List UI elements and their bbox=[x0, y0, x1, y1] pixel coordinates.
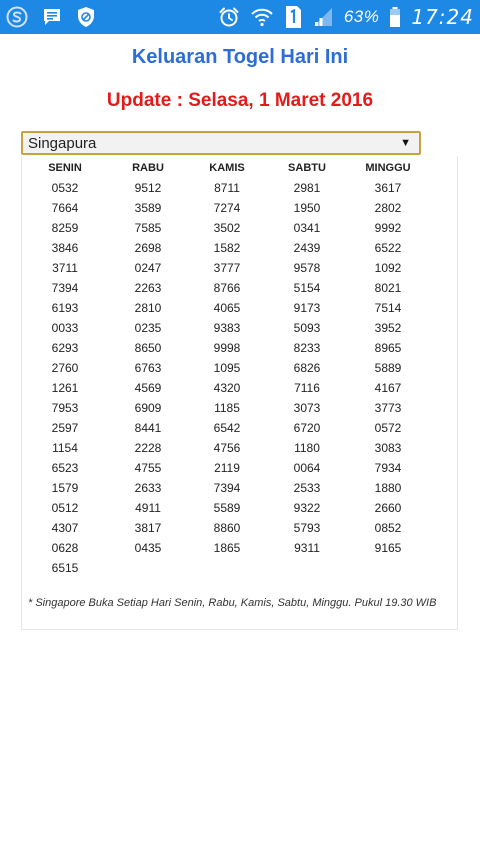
signal-icon bbox=[312, 6, 334, 28]
update-date: Update : Selasa, 1 Maret 2016 bbox=[106, 90, 374, 111]
table-row bbox=[22, 458, 459, 478]
battery-icon bbox=[389, 6, 401, 28]
sim-1-icon bbox=[284, 5, 302, 29]
table-cell: 0532 bbox=[51, 181, 79, 195]
clock-time: 17:24 bbox=[411, 5, 474, 29]
table-cell: 0341 bbox=[293, 221, 321, 235]
table-cell: 6515 bbox=[51, 561, 79, 575]
table-cell: 5889 bbox=[374, 361, 402, 375]
table-cell: 1095 bbox=[213, 361, 241, 375]
table-header-row bbox=[22, 158, 459, 178]
table-cell: 6523 bbox=[51, 461, 79, 475]
table-cell: 7394 bbox=[51, 281, 79, 295]
table-cell: 8766 bbox=[213, 281, 241, 295]
table-cell: 7274 bbox=[213, 201, 241, 215]
table-row bbox=[22, 338, 459, 358]
table-cell: 1092 bbox=[374, 261, 402, 275]
table-cell: 6909 bbox=[134, 401, 162, 415]
status-bar bbox=[0, 0, 480, 34]
table-cell: 6193 bbox=[51, 301, 79, 315]
table-cell: 2597 bbox=[51, 421, 79, 435]
table-cell: 4911 bbox=[135, 501, 161, 515]
battery-percent: 63% bbox=[343, 7, 380, 26]
table-cell: 2981 bbox=[293, 181, 321, 195]
table-cell: 6826 bbox=[293, 361, 321, 375]
table-cell: 2633 bbox=[134, 481, 162, 495]
table-cell: 0064 bbox=[293, 461, 321, 475]
table-cell: 3617 bbox=[374, 181, 402, 195]
table-cell: 2760 bbox=[51, 361, 79, 375]
table-cell: 9992 bbox=[374, 221, 402, 235]
table-cell: 3711 bbox=[52, 261, 78, 275]
table-cell: 2263 bbox=[134, 281, 162, 295]
results-card bbox=[21, 156, 458, 630]
column-header-minggu: MINGGU bbox=[365, 162, 411, 174]
table-cell: 2660 bbox=[374, 501, 402, 515]
table-cell: 9578 bbox=[293, 261, 321, 275]
table-row bbox=[22, 558, 459, 578]
table-cell: 2698 bbox=[134, 241, 162, 255]
table-cell: 3846 bbox=[51, 241, 79, 255]
table-cell: 0435 bbox=[134, 541, 162, 555]
table-row bbox=[22, 538, 459, 558]
table-cell: 5093 bbox=[293, 321, 321, 335]
column-header-senin: SENIN bbox=[48, 162, 82, 174]
table-cell: 3952 bbox=[374, 321, 402, 335]
table-cell: 9512 bbox=[134, 181, 162, 195]
table-cell: 3073 bbox=[293, 401, 321, 415]
table-row bbox=[22, 478, 459, 498]
table-cell: 9173 bbox=[293, 301, 321, 315]
table-cell: 3777 bbox=[213, 261, 241, 275]
table-cell: 6522 bbox=[374, 241, 402, 255]
table-cell: 6542 bbox=[213, 421, 241, 435]
table-cell: 0512 bbox=[51, 501, 79, 515]
table-row bbox=[22, 298, 459, 318]
table-cell: 0572 bbox=[374, 421, 402, 435]
column-header-sabtu: SABTU bbox=[288, 162, 326, 174]
dropdown-arrow-icon: ▼ bbox=[400, 137, 411, 149]
market-select[interactable] bbox=[21, 131, 421, 155]
results-table bbox=[22, 158, 459, 578]
table-cell: 1582 bbox=[213, 241, 241, 255]
table-cell: 2533 bbox=[293, 481, 321, 495]
table-cell: 4307 bbox=[51, 521, 79, 535]
table-cell: 8965 bbox=[374, 341, 402, 355]
table-row bbox=[22, 278, 459, 298]
shield-icon bbox=[76, 6, 96, 28]
table-cell: 2228 bbox=[134, 441, 162, 455]
chat-icon bbox=[42, 7, 62, 27]
table-row bbox=[22, 418, 459, 438]
table-cell: 0247 bbox=[134, 261, 162, 275]
table-cell: 4569 bbox=[134, 381, 162, 395]
table-cell: 4167 bbox=[374, 381, 402, 395]
table-cell: 7394 bbox=[213, 481, 241, 495]
table-cell: 5793 bbox=[293, 521, 321, 535]
table-row bbox=[22, 358, 459, 378]
table-cell: 6763 bbox=[134, 361, 162, 375]
table-cell: 5589 bbox=[213, 501, 241, 515]
table-cell: 8860 bbox=[213, 521, 241, 535]
table-cell: 3083 bbox=[374, 441, 402, 455]
table-cell: 6293 bbox=[51, 341, 79, 355]
table-cell: 4320 bbox=[213, 381, 241, 395]
status-bar-right bbox=[218, 5, 480, 29]
table-row bbox=[22, 398, 459, 418]
table-cell: 1880 bbox=[374, 481, 402, 495]
table-cell: 4756 bbox=[213, 441, 241, 455]
table-cell: 0852 bbox=[374, 521, 402, 535]
table-cell: 9165 bbox=[374, 541, 402, 555]
table-cell: 1950 bbox=[293, 201, 321, 215]
table-cell: 7585 bbox=[134, 221, 162, 235]
table-cell: 6720 bbox=[293, 421, 321, 435]
schedule-note: * Singapore Buka Setiap Hari Senin, Rabu, Kamis, Sabtu, Minggu. Pukul 19.30 WIB bbox=[28, 597, 437, 609]
table-cell: 1579 bbox=[51, 481, 79, 495]
app-s-icon bbox=[6, 6, 28, 28]
table-cell: 2802 bbox=[374, 201, 402, 215]
table-cell: 7934 bbox=[374, 461, 402, 475]
table-cell: 0033 bbox=[51, 321, 79, 335]
table-cell: 2439 bbox=[293, 241, 321, 255]
table-cell: 3502 bbox=[213, 221, 241, 235]
table-cell: 4065 bbox=[213, 301, 241, 315]
table-row bbox=[22, 258, 459, 278]
table-cell: 7953 bbox=[51, 401, 79, 415]
table-cell: 3773 bbox=[374, 401, 402, 415]
table-cell: 9322 bbox=[293, 501, 321, 515]
table-cell: 3589 bbox=[134, 201, 162, 215]
table-cell: 1180 bbox=[294, 441, 320, 455]
table-cell: 1261 bbox=[51, 381, 79, 395]
table-cell: 8021 bbox=[374, 281, 402, 295]
column-header-rabu: RABU bbox=[132, 162, 164, 174]
table-cell: 1865 bbox=[213, 541, 241, 555]
table-row bbox=[22, 438, 459, 458]
table-row bbox=[22, 198, 459, 218]
table-cell: 7116 bbox=[294, 381, 320, 395]
column-header-kamis: KAMIS bbox=[209, 162, 245, 174]
table-row bbox=[22, 378, 459, 398]
table-cell: 9998 bbox=[213, 341, 241, 355]
table-cell: 4755 bbox=[134, 461, 162, 475]
status-bar-left bbox=[0, 6, 96, 28]
table-row bbox=[22, 218, 459, 238]
table-cell: 7514 bbox=[374, 301, 402, 315]
table-row bbox=[22, 318, 459, 338]
table-cell: 8233 bbox=[293, 341, 321, 355]
table-cell: 2119 bbox=[214, 461, 240, 475]
table-cell: 1185 bbox=[214, 401, 240, 415]
table-cell: 8650 bbox=[134, 341, 162, 355]
table-cell: 1154 bbox=[52, 441, 78, 455]
table-row bbox=[22, 238, 459, 258]
page-title: Keluaran Togel Hari Ini bbox=[131, 46, 349, 68]
table-cell: 0628 bbox=[51, 541, 79, 555]
wifi-icon bbox=[250, 6, 274, 28]
table-row bbox=[22, 498, 459, 518]
table-cell: 5154 bbox=[293, 281, 321, 295]
table-row bbox=[22, 178, 459, 198]
alarm-icon bbox=[218, 6, 240, 28]
table-cell: 9383 bbox=[213, 321, 241, 335]
table-cell: 3817 bbox=[134, 521, 162, 535]
table-row bbox=[22, 518, 459, 538]
market-select-value: Singapura bbox=[28, 134, 97, 152]
table-cell: 9311 bbox=[294, 541, 320, 555]
table-cell: 8441 bbox=[134, 421, 162, 435]
table-cell: 8259 bbox=[51, 221, 79, 235]
table-cell: 7664 bbox=[51, 201, 79, 215]
table-cell: 2810 bbox=[134, 301, 162, 315]
table-cell: 0235 bbox=[134, 321, 162, 335]
table-cell: 8711 bbox=[214, 181, 240, 195]
